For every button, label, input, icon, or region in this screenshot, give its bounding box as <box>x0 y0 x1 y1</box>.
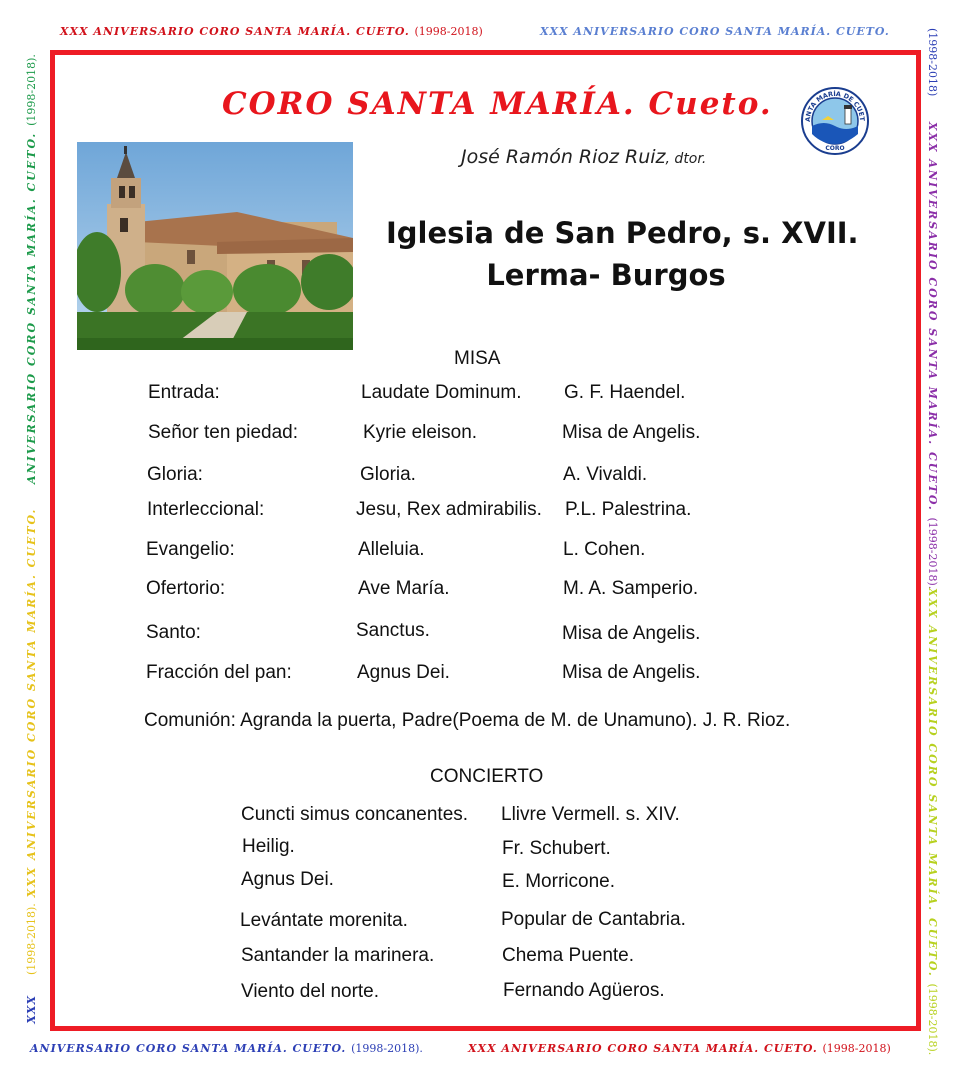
choir-logo <box>800 86 870 156</box>
concierto-author: Fr. Schubert. <box>502 838 611 859</box>
border-text-left-xxx-main: XXX <box>25 995 38 1024</box>
misa-part: Santo: <box>146 622 201 643</box>
director-line <box>461 146 706 168</box>
border-text-right-1-year: (1998-2018). <box>926 517 939 590</box>
concierto-author: Chema Puente. <box>502 945 635 966</box>
concierto-piece: Cuncti simus concanentes. <box>241 804 469 825</box>
border-text-left-xxx <box>25 995 38 1024</box>
logo-ring-text: ANTA MARÍA DE CUET <box>803 89 867 123</box>
misa-author: P.L. Palestrina. <box>565 499 692 520</box>
border-text-top-1-year: (1998-2018) <box>414 25 483 38</box>
misa-author: L. Cohen. <box>563 539 646 560</box>
concierto-piece: Levántate morenita. <box>240 910 408 931</box>
concierto-author: Llivre Vermell. s. XIV. <box>501 804 680 825</box>
logo-bottom-text: CORO <box>825 145 845 152</box>
misa-part: Entrada: <box>148 382 220 403</box>
border-text-top-1-main: XXX ANIVERSARIO CORO SANTA MARÍA. CUETO. <box>60 25 410 38</box>
misa-author: A. Vivaldi. <box>563 464 648 485</box>
director-suffix: , dtor. <box>665 151 707 167</box>
misa-author: Misa de Angelis. <box>562 623 701 644</box>
comunion-line: Comunión: Agranda la puerta, Padre(Poema de M. de Unamuno). J. R. Rioz. <box>144 710 791 731</box>
misa-piece: Alleluia. <box>358 539 425 560</box>
venue-line-2: Lerma- Burgos <box>486 258 726 292</box>
border-text-right-1 <box>926 122 939 589</box>
misa-part: Fracción del pan: <box>146 662 292 683</box>
border-text-top-2 <box>540 25 890 38</box>
border-text-top-2-main: XXX ANIVERSARIO CORO SANTA MARÍA. CUETO. <box>540 25 890 38</box>
concierto-heading: CONCIERTO <box>430 766 544 787</box>
misa-part: Gloria: <box>147 464 203 485</box>
venue <box>386 212 859 296</box>
border-text-right-2-main: XXX ANIVERSARIO CORO SANTA MARÍA. CUETO. <box>926 588 939 978</box>
church-photo <box>77 142 353 350</box>
director-name: José Ramón Rioz Ruiz <box>461 146 666 168</box>
misa-author: M. A. Samperio. <box>563 578 699 599</box>
border-text-left-1-year: (1998-2018). <box>25 54 38 126</box>
border-text-right-year-main: (1998-2018) <box>926 28 939 97</box>
concierto-piece: Agnus Dei. <box>241 869 334 890</box>
concierto-author: E. Morricone. <box>502 871 615 892</box>
misa-part: Evangelio: <box>146 539 235 560</box>
misa-author: G. F. Haendel. <box>564 382 686 403</box>
misa-piece: Jesu, Rex admirabilis. <box>356 499 542 520</box>
border-text-left-1-main: ANIVERSARIO CORO SANTA MARÍA. CUETO. <box>25 131 38 484</box>
border-text-left-2-main: XXX ANIVERSARIO CORO SANTA MARÍA. CUETO. <box>25 507 38 898</box>
misa-author: Misa de Angelis. <box>562 662 701 683</box>
concierto-author: Fernando Agüeros. <box>503 980 665 1001</box>
border-text-bottom-1-year: (1998-2018). <box>351 1042 423 1055</box>
venue-line-1: Iglesia de San Pedro, s. XVII. <box>386 216 859 250</box>
misa-author: Misa de Angelis. <box>562 422 701 443</box>
misa-piece: Ave María. <box>358 578 450 599</box>
border-text-right-2 <box>926 588 939 1055</box>
border-text-left-2-year: (1998-2018). <box>25 903 38 975</box>
misa-piece: Kyrie eleison. <box>363 422 478 443</box>
border-text-bottom-2-year: (1998-2018) <box>822 1042 891 1055</box>
misa-part: Señor ten piedad: <box>148 422 299 443</box>
misa-heading: MISA <box>454 348 501 369</box>
border-text-right-2-year: (1998-2018). <box>926 983 939 1056</box>
misa-piece: Sanctus. <box>356 620 430 641</box>
border-text-left-2 <box>25 505 38 975</box>
concierto-piece: Heilig. <box>242 836 295 857</box>
misa-piece: Laudate Dominum. <box>361 382 522 403</box>
misa-part: Interleccional: <box>147 499 265 520</box>
border-text-left-1 <box>25 44 38 484</box>
misa-piece: Gloria. <box>360 464 416 485</box>
border-text-bottom-2-main: XXX ANIVERSARIO CORO SANTA MARÍA. CUETO. <box>468 1042 818 1055</box>
misa-piece: Agnus Dei. <box>357 662 450 683</box>
border-text-bottom-1 <box>30 1042 423 1055</box>
concierto-author: Popular de Cantabria. <box>501 909 686 930</box>
border-text-right-1-main: XXX ANIVERSARIO CORO SANTA MARÍA. CUETO. <box>926 122 939 512</box>
border-text-bottom-2 <box>468 1042 891 1055</box>
concierto-piece: Viento del norte. <box>241 981 380 1002</box>
misa-part: Ofertorio: <box>146 578 226 599</box>
concierto-piece: Santander la marinera. <box>241 945 435 966</box>
border-text-right-year <box>926 28 939 96</box>
border-text-bottom-1-main: ANIVERSARIO CORO SANTA MARÍA. CUETO. <box>30 1042 347 1055</box>
choir-title: CORO SANTA MARÍA. Cueto. <box>222 86 773 122</box>
border-text-top-1 <box>60 25 483 38</box>
